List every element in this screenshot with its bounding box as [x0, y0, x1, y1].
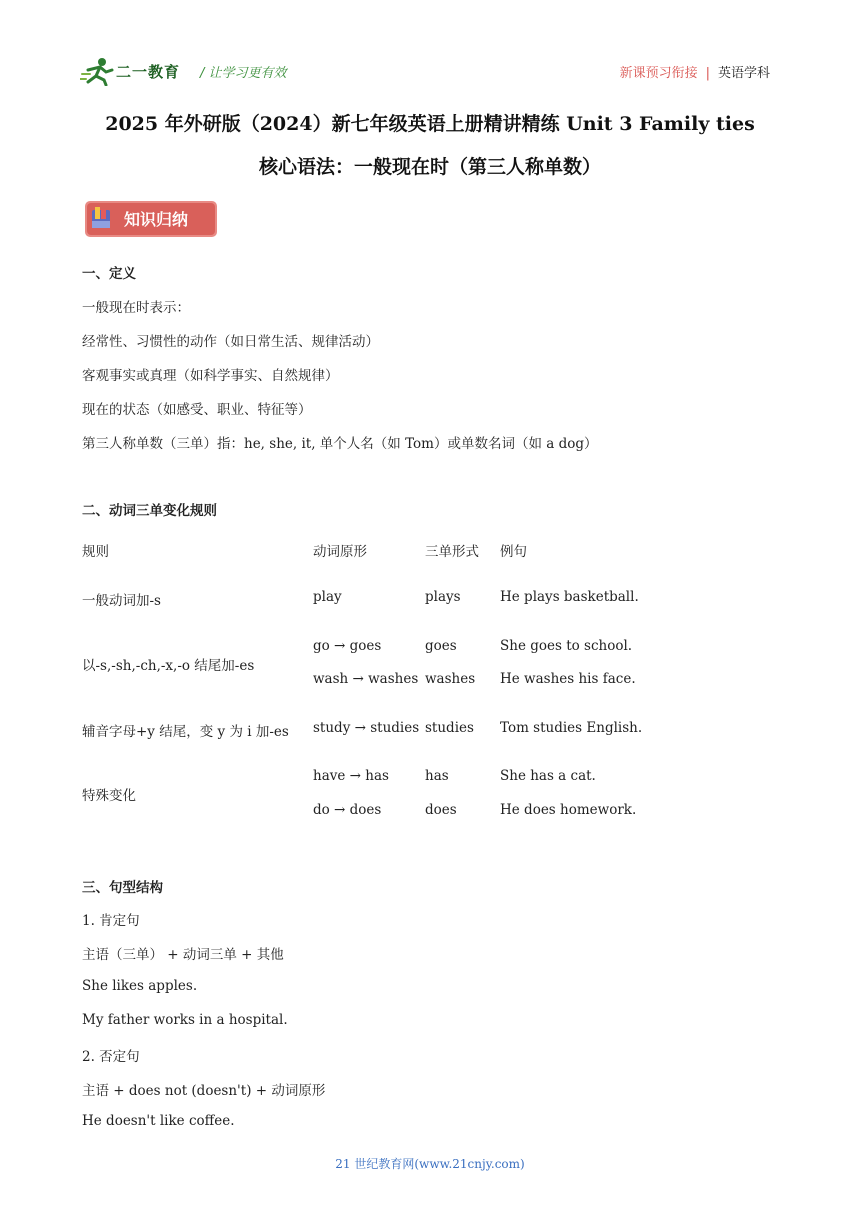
table-cell-example: He washes his face. [500, 671, 636, 687]
section2-heading: 二、动词三单变化规则 [82, 503, 217, 519]
table-cell-base: go → goes [313, 638, 382, 654]
table-cell-third: has [425, 768, 449, 784]
definition-line: 现在的状态（如感受、职业、特征等） [82, 402, 312, 418]
table-cell-third: plays [425, 589, 461, 605]
table-cell-third: washes [425, 671, 476, 687]
course-tag: 新课预习衔接 [619, 66, 698, 81]
table-cell-example: He plays basketball. [500, 589, 639, 605]
example-sentence: He doesn't like coffee. [82, 1113, 235, 1129]
page-subtitle: 核心语法：一般现在时（第三人称单数） [258, 156, 601, 178]
table-cell-rule: 一般动词加-s [82, 593, 161, 609]
table-cell-example: She goes to school. [500, 638, 633, 654]
table-cell-rule: 辅音字母+y 结尾，变 y 为 i 加-es [82, 724, 289, 740]
table-cell-example: He does homework. [500, 802, 637, 818]
definition-line: 第三人称单数（三单）指：he, she, it, 单个人名（如 Tom）或单数名词（如 a dog） [82, 436, 598, 452]
table-cell-example: Tom studies English. [500, 720, 643, 736]
table-cell-base: have → has [313, 768, 389, 784]
table-header-example: 例句 [500, 544, 527, 560]
table-header-rule: 规则 [82, 544, 109, 560]
table-header-base: 动词原形 [313, 544, 367, 560]
table-cell-rule: 以-s,-sh,-ch,-x,-o 结尾加-es [82, 658, 255, 674]
table-cell-third: does [425, 802, 457, 818]
structure-formula: 主语 + does not (doesn't) + 动词原形 [82, 1083, 326, 1099]
badge-label: 知识归纳 [124, 210, 189, 229]
definition-line: 一般现在时表示： [82, 300, 190, 316]
section1-heading: 一、定义 [82, 266, 136, 282]
example-sentence: My father works in a hospital. [82, 1012, 288, 1028]
table-cell-base: play [313, 589, 342, 605]
subject-label: 英语学科 [717, 66, 770, 81]
definition-line: 经常性、习惯性的动作（如日常生活、规律活动） [82, 334, 379, 350]
page-header [80, 56, 780, 90]
logo [80, 56, 190, 90]
sentence-type-label: 1. 肯定句 [82, 913, 140, 929]
table-cell-base: do → does [313, 802, 382, 818]
definition-line: 客观事实或真理（如科学事实、自然规律） [82, 368, 339, 384]
footer-source: 21 世纪教育网(www.21cnjy.com) [335, 1157, 525, 1171]
page-title: 2025 年外研版（2024）新七年级英语上册精讲精练 Unit 3 Family ties [105, 113, 755, 135]
header-separator: | [705, 66, 710, 81]
table-cell-base: study → studies [313, 720, 420, 736]
sentence-type-label: 2. 否定句 [82, 1049, 140, 1065]
table-cell-example: She has a cat. [500, 768, 596, 784]
header-right [620, 62, 770, 81]
table-cell-base: wash → washes [313, 671, 419, 687]
book-icon [92, 207, 110, 228]
table-cell-third: studies [425, 720, 474, 736]
structure-formula: 主语（三单） + 动词三单 + 其他 [82, 947, 284, 963]
table-cell-rule: 特殊变化 [82, 788, 136, 804]
table-cell-third: goes [425, 638, 457, 654]
logo-text: 二一教育 [116, 63, 181, 81]
table-header-third-person: 三单形式 [425, 544, 479, 560]
slogan: / 让学习更有效 [200, 66, 287, 81]
runner-logo-icon [80, 56, 116, 86]
example-sentence: She likes apples. [82, 978, 198, 994]
section3-heading: 三、句型结构 [82, 880, 163, 896]
knowledge-badge [84, 199, 218, 239]
